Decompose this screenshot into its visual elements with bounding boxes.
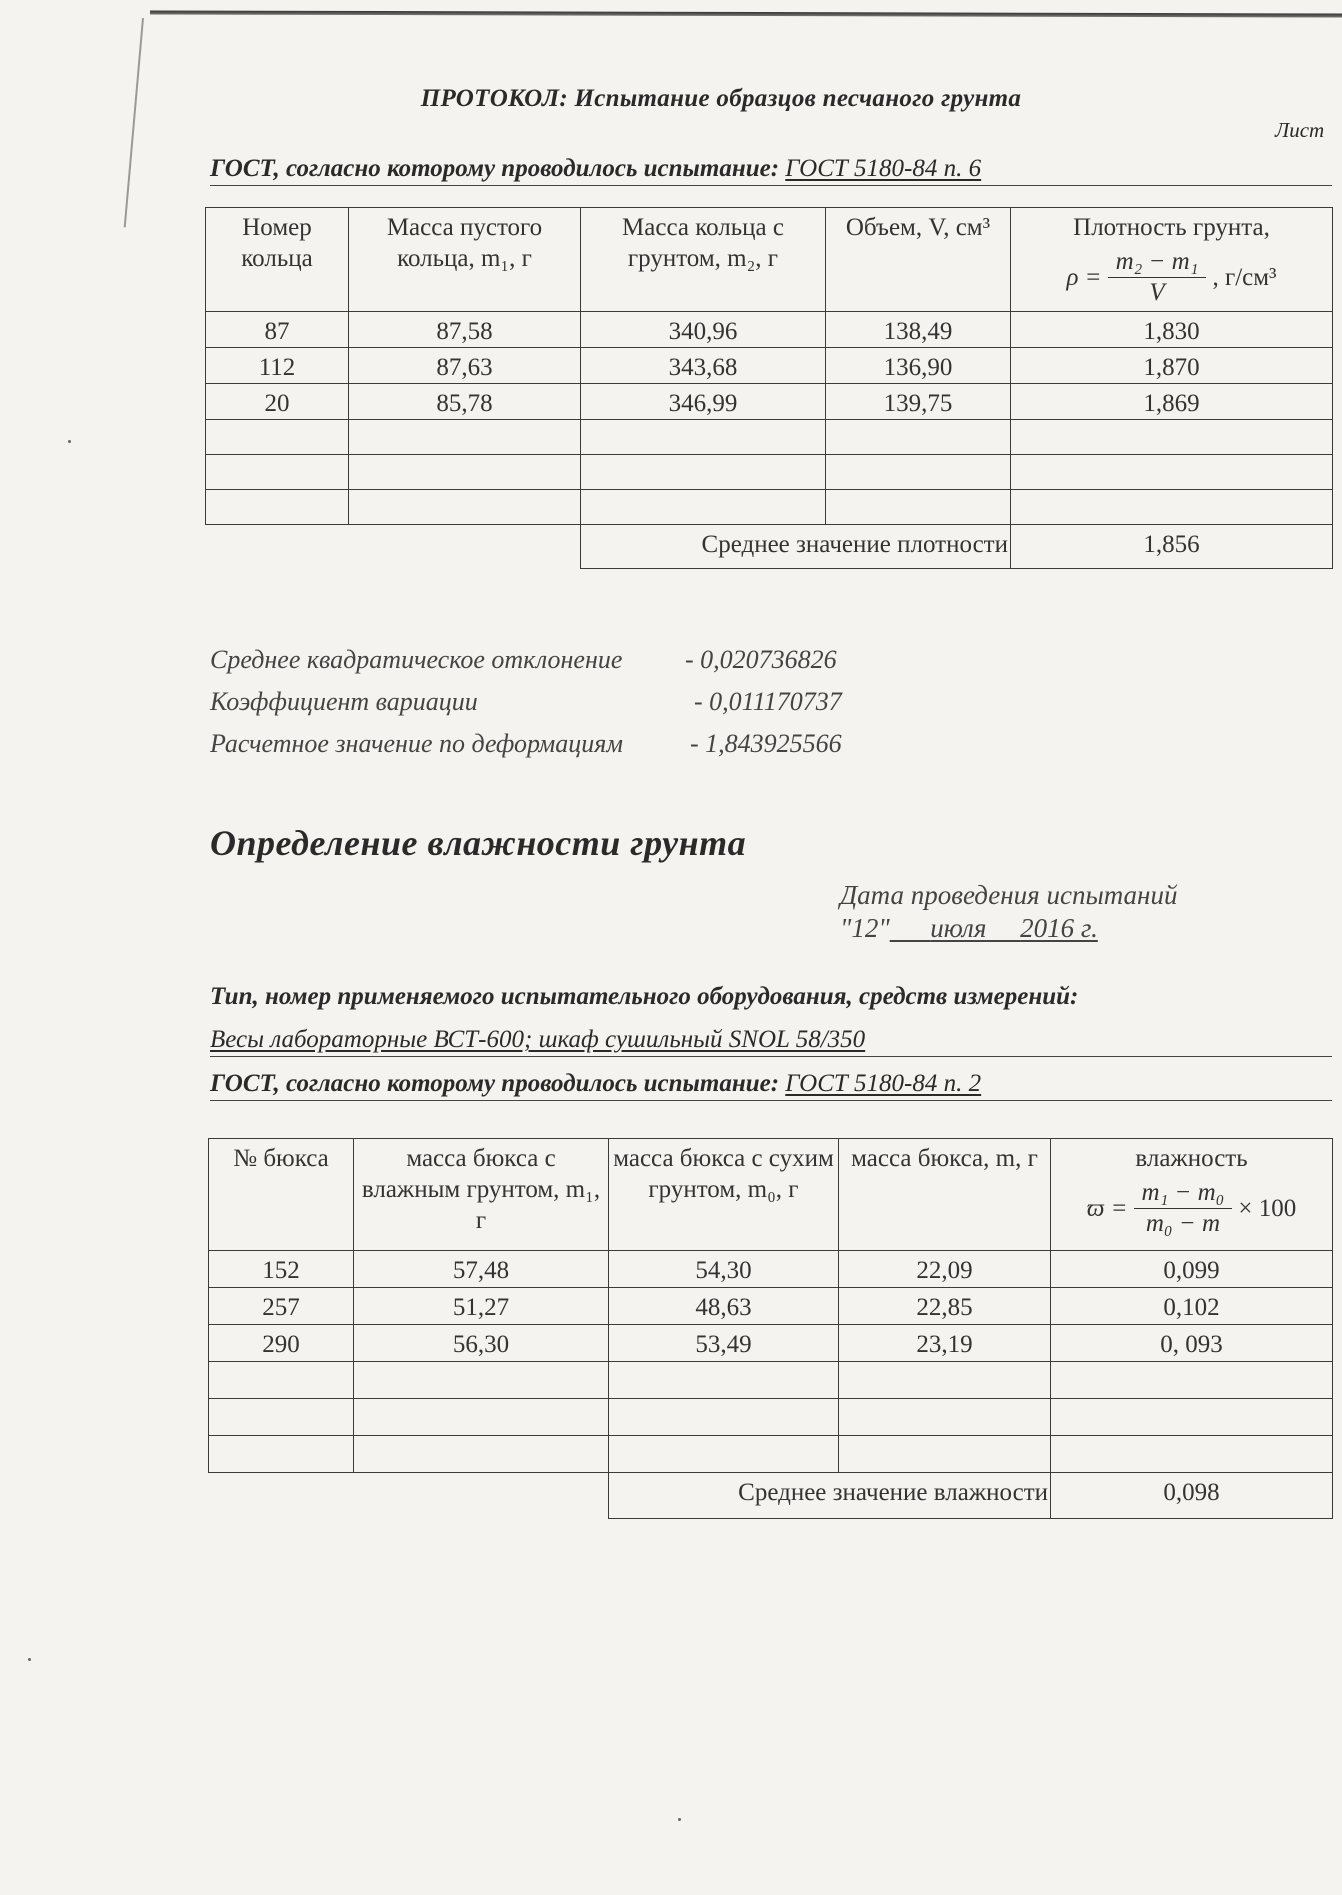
col-empty-ring-mass: Масса пустого кольца, m₁, г bbox=[349, 208, 581, 312]
table-row bbox=[206, 348, 1333, 384]
cell-result: 0,102 bbox=[1051, 1288, 1333, 1325]
moisture-gost-value: ГОСТ 5180-84 п. 2 bbox=[785, 1070, 982, 1097]
moisture-header-row bbox=[209, 1139, 1333, 1251]
cell-m2 bbox=[581, 490, 826, 525]
cell-m1 bbox=[354, 1362, 609, 1399]
cell-result: 1,830 bbox=[1011, 312, 1333, 348]
moisture-formula: ϖ = $\frac{\text{m₁ − m₀}}{\text{m₀ − m}}$ × 100 bbox=[1086, 1179, 1297, 1237]
cell-v: 139,75 bbox=[826, 384, 1011, 420]
cell-result bbox=[1051, 1362, 1333, 1399]
table-row bbox=[209, 1436, 1333, 1473]
cell-m1 bbox=[349, 490, 581, 525]
moisture-mean-label: Среднее значение влажности bbox=[609, 1473, 1051, 1519]
cell-m1 bbox=[349, 420, 581, 455]
cell-number bbox=[209, 1399, 354, 1436]
sheet-label: Лист bbox=[1275, 118, 1325, 142]
col-ring-with-soil-mass: Масса кольца с грунтом, m₂, г bbox=[581, 208, 826, 312]
scan-speck bbox=[28, 1658, 31, 1661]
density-body bbox=[206, 312, 1333, 525]
cell-number: 87 bbox=[206, 312, 349, 348]
density-gost-line: ГОСТ, согласно которому проводилось испытание: ГОСТ 5180-84 п. 6 bbox=[210, 155, 1332, 186]
cell-m2: 53,49 bbox=[609, 1325, 839, 1362]
cell-v bbox=[826, 490, 1011, 525]
table-row bbox=[206, 384, 1333, 420]
cell-v: 22,09 bbox=[839, 1251, 1051, 1288]
cell-v bbox=[839, 1362, 1051, 1399]
cell-number: 152 bbox=[209, 1251, 354, 1288]
cell-number bbox=[206, 455, 349, 490]
moisture-table bbox=[208, 1138, 1333, 1519]
equipment-value-line bbox=[210, 1026, 1332, 1057]
cell-result: 1,869 bbox=[1011, 384, 1333, 420]
cell-m1: 51,27 bbox=[354, 1288, 609, 1325]
cell-v bbox=[839, 1436, 1051, 1473]
table-row bbox=[209, 1288, 1333, 1325]
table-row bbox=[206, 420, 1333, 455]
cell-number: 257 bbox=[209, 1288, 354, 1325]
cell-m2: 340,96 bbox=[581, 312, 826, 348]
scan-speck bbox=[678, 1818, 681, 1821]
cell-m1: 56,30 bbox=[354, 1325, 609, 1362]
table-row bbox=[206, 490, 1333, 525]
scan-edge-left bbox=[124, 18, 144, 227]
cell-result: 1,870 bbox=[1011, 348, 1333, 384]
cell-result bbox=[1011, 490, 1333, 525]
cell-m1 bbox=[349, 455, 581, 490]
col-volume: Объем, V, см³ bbox=[826, 208, 1011, 312]
density-header-row bbox=[206, 208, 1333, 312]
col-moisture: влажность ϖ = $\frac{\text{m₁ − m₀}}{\text{m₀ − m}}$ × 100 bbox=[1051, 1139, 1333, 1251]
density-table bbox=[205, 207, 1333, 569]
protocol-title: ПРОТОКОЛ: Испытание образцов песчаного грунта bbox=[420, 85, 1022, 112]
cell-m2 bbox=[609, 1362, 839, 1399]
test-date: Дата проведения испытаний "12" июля 2016 г. bbox=[840, 880, 1178, 943]
cell-m2 bbox=[581, 420, 826, 455]
table-row bbox=[206, 312, 1333, 348]
density-gost-value: ГОСТ 5180-84 п. 6 bbox=[785, 155, 982, 182]
cell-result bbox=[1051, 1399, 1333, 1436]
cell-number: 290 bbox=[209, 1325, 354, 1362]
cell-m2: 48,63 bbox=[609, 1288, 839, 1325]
cell-m1: 87,63 bbox=[349, 348, 581, 384]
cell-m1: 57,48 bbox=[354, 1251, 609, 1288]
col-tin-dry-soil-mass: масса бюкса с сухим грунтом, m₀, г bbox=[609, 1139, 839, 1251]
cell-number bbox=[206, 420, 349, 455]
table-row bbox=[209, 1325, 1333, 1362]
cell-m2 bbox=[609, 1399, 839, 1436]
col-soil-density: Плотность грунта, ρ = $\frac{\text{m₂ − m₁}}{V}$ , г/см³ bbox=[1011, 208, 1333, 312]
cell-result: 0, 093 bbox=[1051, 1325, 1333, 1362]
table-row bbox=[209, 1251, 1333, 1288]
cell-m2 bbox=[581, 455, 826, 490]
moisture-mean-row bbox=[209, 1473, 1333, 1519]
table-row bbox=[209, 1362, 1333, 1399]
col-tin-mass: масса бюкса, m, г bbox=[839, 1139, 1051, 1251]
cell-v bbox=[826, 420, 1011, 455]
cell-m2 bbox=[609, 1436, 839, 1473]
cell-result bbox=[1051, 1436, 1333, 1473]
cell-m1 bbox=[354, 1436, 609, 1473]
cell-v: 22,85 bbox=[839, 1288, 1051, 1325]
col-tin-wet-soil-mass: масса бюкса с влажным грунтом, m₁, г bbox=[354, 1139, 609, 1251]
cell-m2: 346,99 bbox=[581, 384, 826, 420]
table-row bbox=[206, 455, 1333, 490]
col-tin-number: № бюкса bbox=[209, 1139, 354, 1251]
cell-v bbox=[839, 1399, 1051, 1436]
cell-number bbox=[206, 490, 349, 525]
cell-m2: 54,30 bbox=[609, 1251, 839, 1288]
cell-number: 112 bbox=[206, 348, 349, 384]
moisture-gost-line: ГОСТ, согласно которому проводилось испытание: ГОСТ 5180-84 п. 2 bbox=[210, 1070, 1332, 1101]
equipment-value: Весы лабораторные ВСТ-600; шкаф сушильный SNOL 58/350 bbox=[210, 1026, 866, 1053]
cell-result bbox=[1011, 455, 1333, 490]
cell-number bbox=[209, 1362, 354, 1399]
density-mean-row bbox=[206, 525, 1333, 569]
cell-v: 23,19 bbox=[839, 1325, 1051, 1362]
cell-number: 20 bbox=[206, 384, 349, 420]
moisture-body bbox=[209, 1251, 1333, 1473]
cell-v bbox=[826, 455, 1011, 490]
cell-number bbox=[209, 1436, 354, 1473]
cell-v: 136,90 bbox=[826, 348, 1011, 384]
density-mean-value: 1,856 bbox=[1011, 525, 1333, 569]
cell-v: 138,49 bbox=[826, 312, 1011, 348]
density-mean-label: Среднее значение плотности bbox=[581, 525, 1011, 569]
equipment-label: Тип, номер применяемого испытательного оборудования, средств измерений: bbox=[210, 983, 1079, 1010]
cell-result bbox=[1011, 420, 1333, 455]
col-ring-number: Номер кольца bbox=[206, 208, 349, 312]
cell-m1: 87,58 bbox=[349, 312, 581, 348]
cell-m2: 343,68 bbox=[581, 348, 826, 384]
moisture-section-title: Определение влажности грунта bbox=[210, 823, 747, 863]
cell-m1 bbox=[354, 1399, 609, 1436]
cell-result: 0,099 bbox=[1051, 1251, 1333, 1288]
density-formula: ρ = $\frac{\text{m₂ − m₁}}{V}$ , г/см³ bbox=[1066, 248, 1277, 306]
scan-edge-top bbox=[150, 10, 1342, 17]
table-row bbox=[209, 1399, 1333, 1436]
cell-m1: 85,78 bbox=[349, 384, 581, 420]
moisture-mean-value: 0,098 bbox=[1051, 1473, 1333, 1519]
scan-speck bbox=[68, 440, 71, 443]
